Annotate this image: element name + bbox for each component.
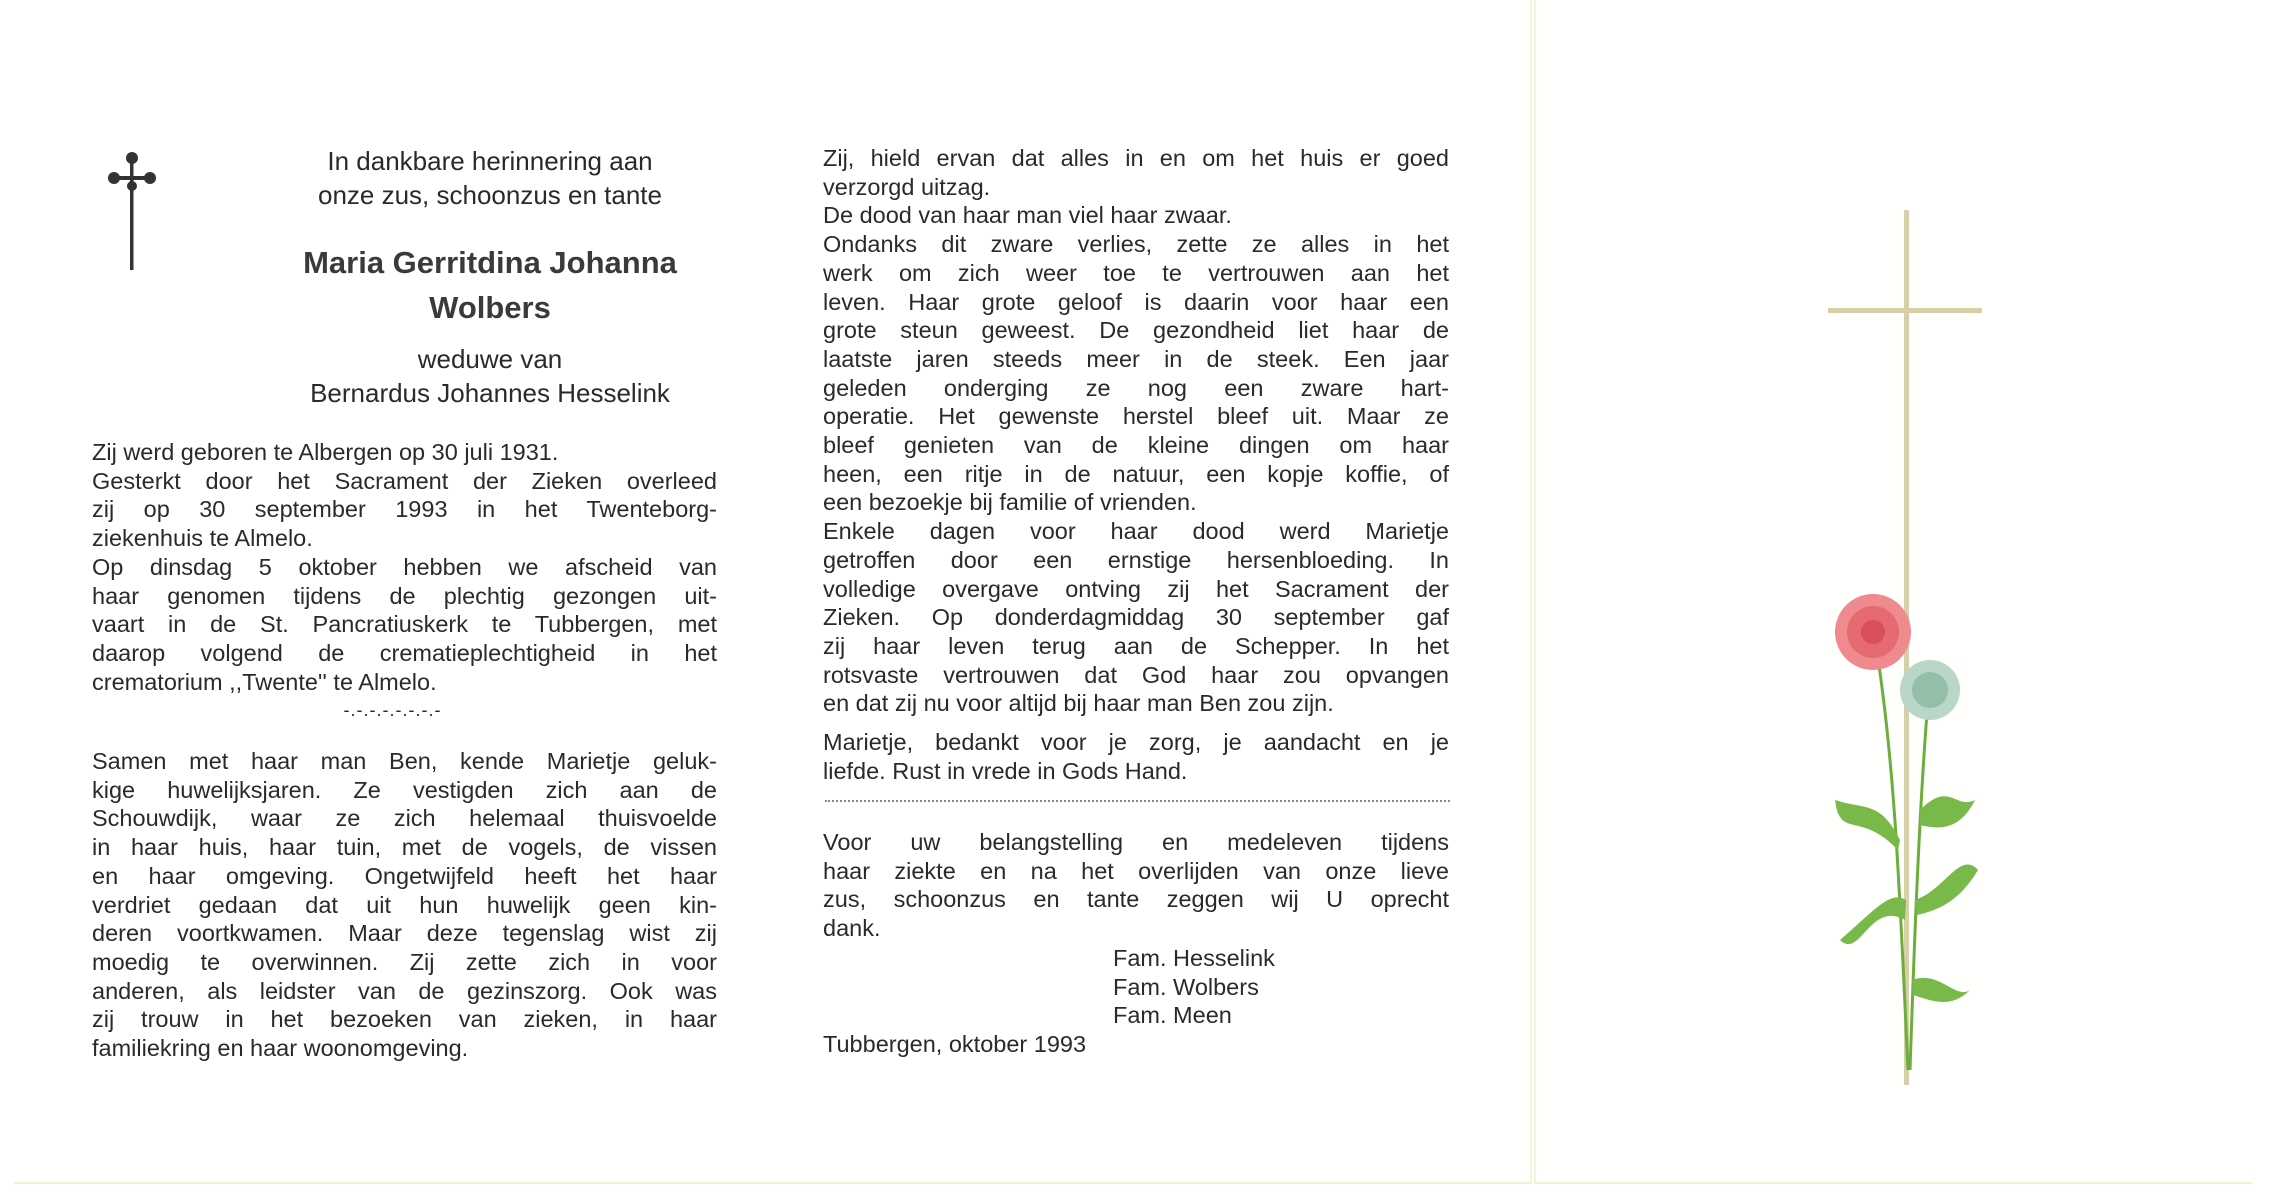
cross-and-flowers-illustration (1780, 200, 2040, 1100)
text-line: Zieken. Op donderdagmiddag 30 september gaf (823, 604, 1449, 631)
cross-icon (106, 150, 158, 272)
text-line: zij op 30 september 1993 in het Twenteborg- (92, 496, 717, 523)
text-line: en haar omgeving. Ongetwijfeld heeft het haar (92, 862, 717, 889)
text-line: verdriet gedaan dat uit hun huwelijk geen kin- (92, 891, 717, 918)
text-line: Enkele dagen voor haar dood werd Marietje (823, 518, 1449, 545)
text-line: getroffen door een ernstige hersenbloeding. In (823, 546, 1449, 573)
text-line: in haar huis, haar tuin, met de vogels, de vissen (92, 834, 717, 861)
text-line: werk om zich weer toe te vertrouwen aan het (823, 259, 1449, 286)
widow-line: Bernardus Johannes Hesselink (310, 378, 670, 408)
text-line: Op dinsdag 5 oktober hebben we afscheid van (92, 553, 717, 580)
text-line: een bezoekje bij familie of vrienden. (823, 489, 1197, 516)
text-line: Schouwdijk, waar ze zich helemaal thuisvoelde (92, 805, 717, 832)
text-line: heen, een ritje in de natuur, een kopje koffie, of (823, 460, 1449, 487)
text-line: volledige overgave ontving zij het Sacrament der (823, 575, 1449, 602)
text-line: daarop volgend de crematieplechtigheid in het (92, 639, 717, 666)
biography-paragraph-2 (92, 747, 717, 1063)
biography-paragraph-3 (823, 144, 1449, 718)
farewell-paragraph (823, 728, 1449, 785)
text-line: crematorium ,,Twente'' te Almelo. (92, 668, 437, 695)
text-line: Gesterkt door het Sacrament der Zieken overleed (92, 467, 717, 494)
family-signatures (1113, 944, 1413, 1030)
intro-text (220, 144, 760, 212)
text-line: zus, schoonzus en tante zeggen wij U oprecht (823, 886, 1449, 913)
family-name: Fam. Meen (1113, 1002, 1232, 1029)
text-line: haar ziekte en na het overlijden van onze lieve (823, 857, 1449, 884)
text-line: familiekring en haar woonomgeving. (92, 1035, 469, 1062)
text-line: operatie. Het gewenste herstel bleef uit. Maar ze (823, 403, 1449, 430)
text-line: kige huwelijksjaren. Ze vestigden zich aan de (92, 776, 717, 803)
dotted-divider (825, 800, 1450, 802)
text-line: bleef genieten van de kleine dingen om haar (823, 432, 1449, 459)
widow-line: weduwe van (417, 344, 563, 374)
text-line: zij haar leven terug aan de Schepper. In het (823, 632, 1449, 659)
text-line: verzorgd uitzag. (823, 173, 991, 200)
blue-flower-icon (1900, 660, 1960, 720)
text-line: laatste jaren steeds meer in de steek. Een jaar (823, 345, 1449, 372)
text-line: Zij werd geboren te Albergen op 30 juli 1931. (92, 439, 559, 465)
text-line: geleden onderging ze nog een zware hart- (823, 374, 1449, 401)
text-line: haar genomen tijdens de plechtig gezongen uit- (92, 582, 717, 609)
text-line: moedig te overwinnen. Zij zette zich in voor (92, 948, 717, 975)
name-line: Maria Gerritdina Johanna (303, 245, 677, 280)
intro-line: In dankbare herinnering aan (327, 146, 653, 176)
text-line: Zij, hield ervan dat alles in en om het huis er goed (823, 145, 1449, 171)
text-line: De dood van haar man viel haar zwaar. (823, 202, 1232, 229)
text-line: zij trouw in het bezoeken van zieken, in haar (92, 1006, 717, 1033)
thanks-paragraph (823, 828, 1449, 943)
separator: -.-.-.-.-.-.-.- (343, 700, 442, 720)
name-line: Wolbers (429, 290, 551, 325)
text-line: deren voortkwamen. Maar deze tegenslag wist zij (92, 920, 717, 947)
text-line: Samen met haar man Ben, kende Marietje geluk- (92, 748, 717, 774)
text-line: Voor uw belangstelling en medeleven tijdens (823, 829, 1449, 855)
widow-text (220, 342, 760, 410)
text-line: liefde. Rust in vrede in Gods Hand. (823, 757, 1188, 784)
biography-paragraph-1 (92, 438, 717, 696)
text-line: leven. Haar grote geloof is daarin voor haar een (823, 288, 1449, 315)
text-line: Ondanks dit zware verlies, zette ze alles in het (823, 231, 1449, 258)
text-line: en dat zij nu voor altijd bij haar man Ben zou zijn. (823, 690, 1334, 717)
family-name: Fam. Hesselink (1113, 945, 1275, 971)
pink-flower-icon (1835, 594, 1911, 670)
text-line: rotsvaste vertrouwen dat God haar zou opvangen (823, 661, 1449, 688)
text-line: dank. (823, 915, 881, 942)
text-line: grote steun geweest. De gezondheid liet haar de (823, 317, 1449, 344)
text-line: anderen, als leidster van de gezinszorg. Ook was (92, 977, 717, 1004)
text-line: ziekenhuis te Almelo. (92, 525, 313, 552)
place-date: Tubbergen, oktober 1993 (823, 1031, 1087, 1057)
text-line: Marietje, bedankt voor je zorg, je aandacht en je (823, 729, 1449, 755)
intro-line: onze zus, schoonzus en tante (317, 180, 662, 210)
deceased-name (220, 240, 760, 330)
family-name: Fam. Wolbers (1113, 973, 1259, 1000)
text-line: vaart in de St. Pancratiuskerk te Tubbergen, met (92, 611, 717, 638)
